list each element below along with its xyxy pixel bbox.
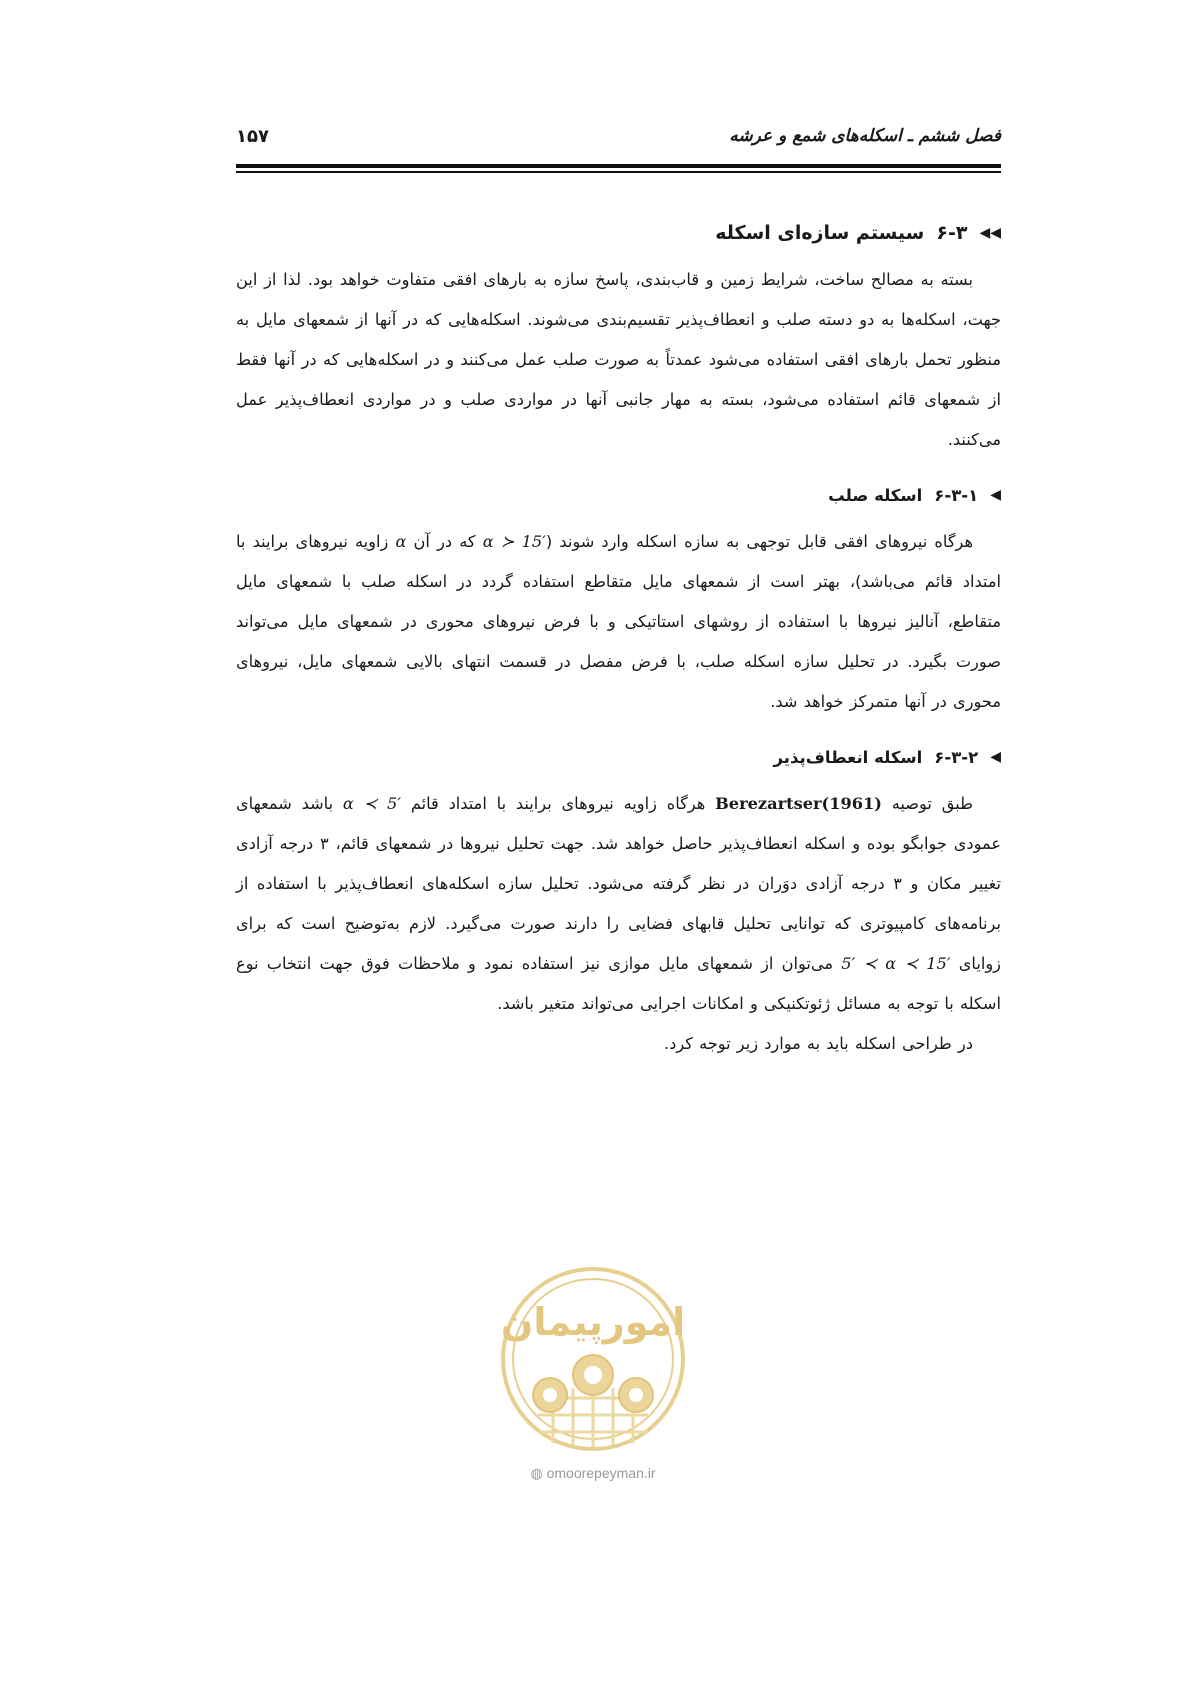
watermark-site bbox=[493, 1465, 693, 1482]
section-heading bbox=[236, 206, 1001, 260]
section-title: سیستم سازه‌ای اسکله bbox=[715, 222, 925, 244]
subsection1-text-end: زاویه نیروهای برایند با امتداد قائم می‌باشد)، بهتر است از شمعهای مایل متقاطع استفاده گردد در اسکله صلب با شمعهای مایل متقاطع، آنالیز نیروها با استفاده از روشهای استاتیکی و با فرض نیروهای محوری در شمعهای مایل می‌تواند صورت بگیرد. در تحلیل سازه اسکله صلب، با فرض مفصل در قسمت انتهای بالایی شمعهای مایل، نیروهای محوری در آنها متمرکز خواهد شد. bbox=[236, 532, 1001, 711]
chapter-title: فصل ششم ـ اسکله‌های شمع و عرشه bbox=[729, 126, 1001, 146]
section-number: ۶-۳ bbox=[936, 222, 968, 244]
subsection1-paragraph bbox=[236, 522, 1001, 722]
arrow-icon: ◀ bbox=[990, 749, 1001, 765]
subsection1-title: اسکله صلب bbox=[828, 485, 923, 505]
page-number: ۱۵۷ bbox=[236, 126, 269, 147]
subsection2-number: ۶-۳-۲ bbox=[934, 747, 979, 767]
reference-citation: Berezartser(1961) bbox=[715, 794, 882, 813]
arrow-icon: ◀ bbox=[990, 487, 1001, 503]
math-alpha: α bbox=[395, 532, 407, 551]
math-alpha-range: 5′ ≺ α ≺ 15′ bbox=[841, 954, 951, 973]
subsection2-text-start: طبق توصیه bbox=[881, 794, 973, 813]
math-alpha-gt-15: α ≻ 15′ bbox=[482, 532, 546, 551]
subsection1-number: ۶-۳-۱ bbox=[934, 485, 979, 505]
page-content bbox=[236, 206, 1001, 1064]
watermark-logo bbox=[493, 1263, 693, 1455]
globe-icon: ◍ bbox=[530, 1465, 543, 1481]
subsection2-heading bbox=[236, 730, 1001, 784]
page-header bbox=[236, 126, 1001, 156]
subsection2-text-mid: هرگاه زاویه نیروهای برایند با امتداد قائم bbox=[401, 794, 716, 813]
subsection2-text-mid2: باشد شمعهای عمودی جوابگو بوده و اسکله انعطاف‌پذیر حاصل خواهد شد. جهت تحلیل نیروها در شمعهای قائم، ۳ درجه آزادی تغییر مکان و ۳ درجه آزادی دوَران در نظر گرفته می‌شود. تحلیل سازه اسکله‌های انعطاف‌پذیر با استفاده از برنامه‌های کامپیوتری که توانایی تحلیل قابهای فضایی را دارند صورت می‌گیرد. لازم به‌توضیح است که برای زوایای bbox=[236, 794, 1001, 973]
subsection2-note: در طراحی اسکله باید به موارد زیر توجه کرد. bbox=[663, 1034, 973, 1053]
section-paragraph: بسته به مصالح ساخت، شرایط زمین و قاب‌بندی، پاسخ سازه به بارهای افقی متفاوت خواهد بود. لذا از این جهت، اسکله‌ها به دو دسته صلب و انعطاف‌پذیر تقسیم‌بندی می‌شوند. اسکله‌هایی که در آنها از شمعهای مایل به منظور تحمل بارهای افقی استفاده می‌شود عمدتاً به صورت صلب عمل می‌کنند و در اسکله‌هایی که در آنها فقط از شمعهای قائم استفاده می‌شود، بسته به مهار جانبی آنها در مواردی صلب و در مواردی انعطاف‌پذیر عمل می‌کنند. bbox=[236, 270, 1001, 449]
subsection2-text-end: می‌توان از شمعهای مایل موازی نیز استفاده نمود و ملاحظات فوق جهت انتخاب نوع اسکله با توجه به مسائل ژئوتکنیکی و امکانات اجرایی می‌تواند متغیر باشد. bbox=[236, 954, 1001, 1013]
subsection1-text-mid: که در آن bbox=[406, 532, 483, 551]
subsection1-text-start: هرگاه نیروهای افقی قابل توجهی به سازه اسکله وارد شوند ( bbox=[545, 532, 973, 551]
double-arrow-icon: ◀◀ bbox=[979, 225, 1001, 241]
logo-text: امورپیمان bbox=[500, 1300, 686, 1344]
header-rule-thick bbox=[236, 164, 1001, 168]
watermark-url: omoorepeyman.ir bbox=[546, 1465, 656, 1481]
subsection2-paragraph bbox=[236, 784, 1001, 1024]
subsection1-heading bbox=[236, 468, 1001, 522]
math-alpha-lt-5: α ≺ 5′ bbox=[342, 794, 402, 813]
header-rule-thin bbox=[236, 171, 1001, 173]
subsection2-title: اسکله انعطاف‌پذیر bbox=[773, 747, 923, 767]
